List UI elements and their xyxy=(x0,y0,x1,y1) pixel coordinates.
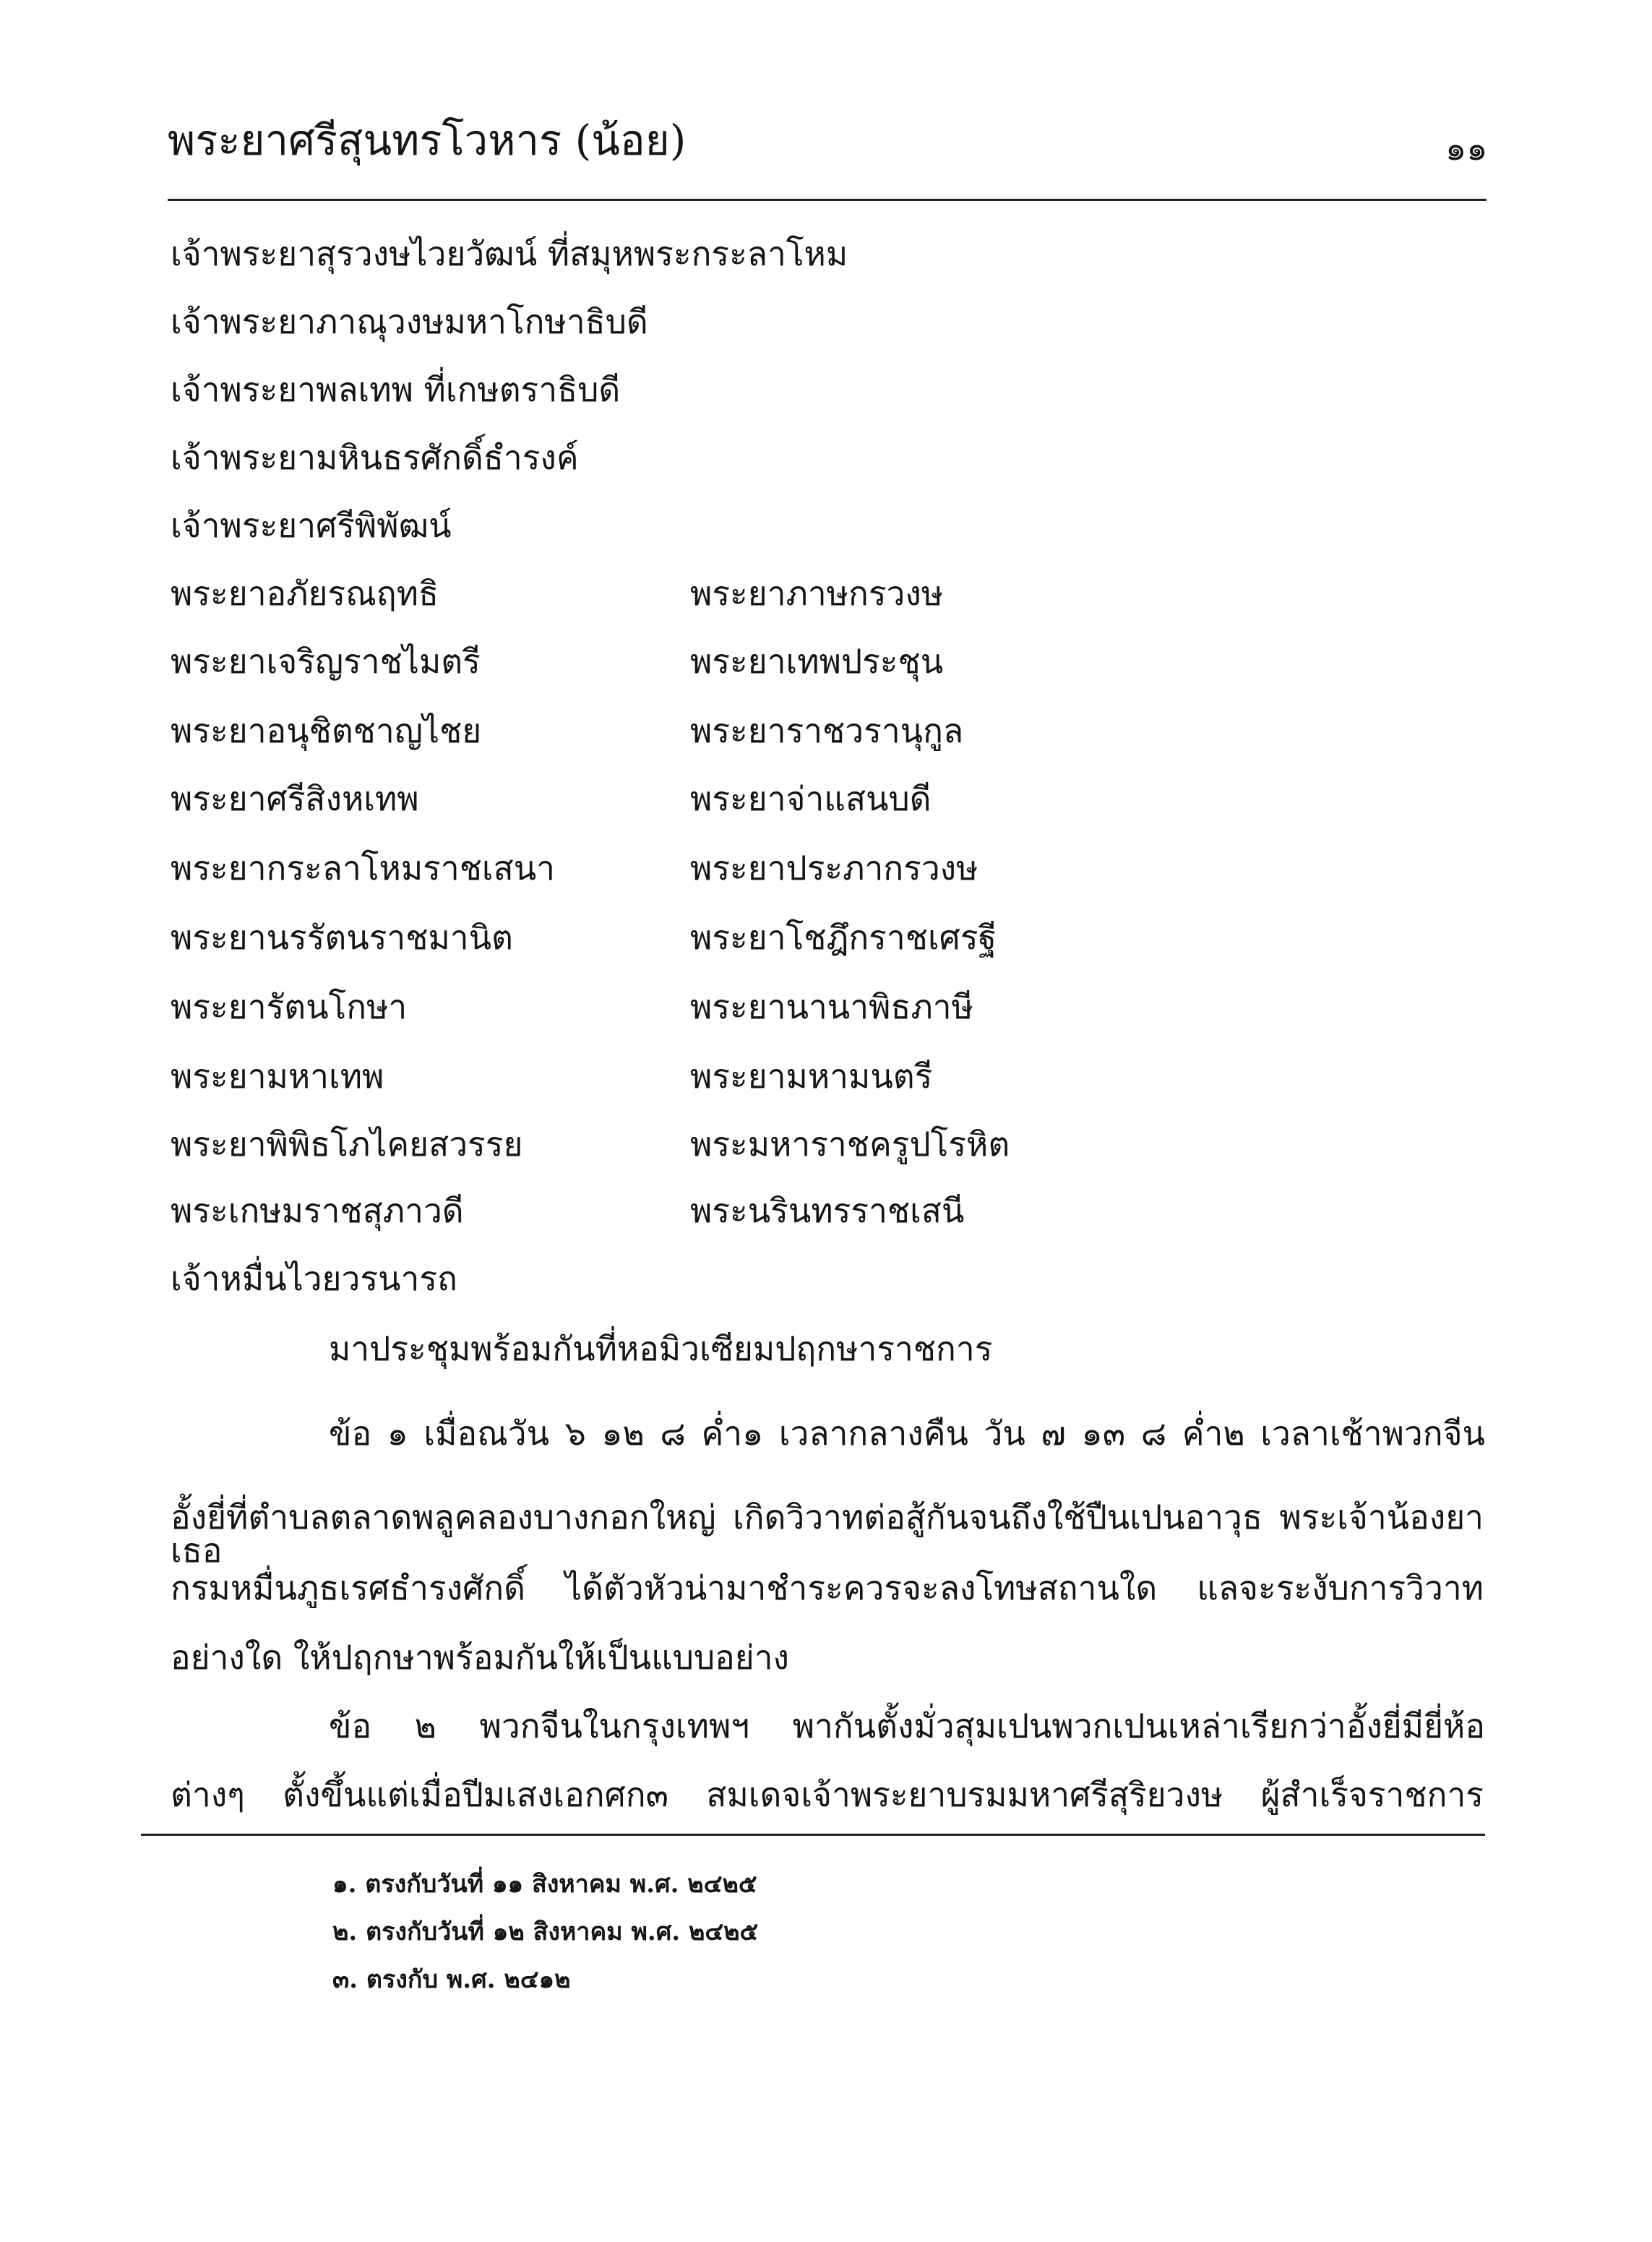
meeting-paragraph: มาประชุมพร้อมกันที่หอมิวเซียมปฤกษาราชการ xyxy=(329,1329,993,1368)
name-line: เจ้าพระยามหินธรศักดิ์ธำรงค์ xyxy=(171,438,579,477)
clause-1-line: อย่างใด ให้ปฤกษาพร้อมกันให้เป็นแบบอย่าง xyxy=(171,1638,790,1677)
name-left: พระยาเจริญราชไมตรี xyxy=(171,642,481,681)
footnote: ๓. ตรงกับ พ.ศ. ๒๔๑๒ xyxy=(332,1965,571,1994)
name-left: พระยารัตนโกษา xyxy=(171,987,408,1026)
name-left: พระเกษมราชสุภาวดี xyxy=(171,1191,464,1230)
name-right: พระยาจ่าแสนบดี xyxy=(690,779,932,818)
footnote-rule xyxy=(141,1834,1485,1836)
name-right: พระยาราชวรานุกูล xyxy=(690,711,964,750)
page-header-title: พระยาศรีสุนทรโวหาร (น้อย) xyxy=(168,116,687,165)
name-right: พระยาภาษกรวงษ xyxy=(690,574,944,613)
page-number: ๑๑ xyxy=(1445,129,1488,168)
name-line: เจ้าพระยาพลเทพ ที่เกษตราธิบดี xyxy=(171,370,621,409)
clause-1-line: อั้งยี่ที่ตำบลตลาดพลูคลองบางกอกใหญ่ เกิดวิวาทต่อสู้กันจนถึงใช้ปืนเปนอาวุธ พระเจ้าน้องยาเธอ xyxy=(171,1498,1484,1570)
name-line: เจ้าหมื่นไวยวรนารถ xyxy=(171,1259,457,1298)
name-left: พระยาพิพิธโภไคยสวรรย xyxy=(171,1125,523,1164)
name-right: พระยามหามนตรี xyxy=(690,1057,933,1096)
clause-1-line: ข้อ ๑ เมื่อณวัน ๖ ๑๒ ๘ ค่ำ๑ เวลากลางคืน วัน ๗ ๑๓ ๘ ค่ำ๒ เวลาเช้าพวกจีน xyxy=(329,1414,1485,1453)
name-right: พระมหาราชครูปโรหิต xyxy=(690,1125,1010,1164)
name-right: พระยาประภากรวงษ xyxy=(690,849,978,888)
name-left: พระยากระลาโหมราชเสนา xyxy=(171,849,555,888)
name-right: พระยาเทพประชุน xyxy=(690,642,944,681)
name-right: พระยาโชฎึกราชเศรฐี xyxy=(690,918,997,957)
footnote: ๒. ตรงกับวันที่ ๑๒ สิงหาคม พ.ศ. ๒๔๒๕ xyxy=(332,1917,759,1946)
clause-1-line: กรมหมื่นภูธเรศธำรงศักดิ์ ได้ตัวหัวน่ามาชำระควรจะลงโทษสถานใด แลจะระงับการวิวาท xyxy=(171,1568,1484,1607)
name-left: พระยาอนุชิตชาญไชย xyxy=(171,711,482,750)
name-line: เจ้าพระยาศรีพิพัฒน์ xyxy=(171,506,452,545)
name-left: พระยานรรัตนราชมานิต xyxy=(171,918,513,957)
name-left: พระยาอภัยรณฤทธิ xyxy=(171,574,439,613)
name-left: พระยามหาเทพ xyxy=(171,1057,384,1096)
name-line: เจ้าพระยาสุรวงษไวยวัฒน์ ที่สมุหพระกระลาโหม xyxy=(171,234,848,273)
header-rule xyxy=(168,199,1487,201)
clause-2-line: ข้อ ๒ พวกจีนในกรุงเทพฯ พากันตั้งมั่วสุมเปนพวกเปนเหล่าเรียกว่าอั้งยี่มียี่ห้อ xyxy=(329,1706,1485,1745)
footnote: ๑. ตรงกับวันที่ ๑๑ สิงหาคม พ.ศ. ๒๔๒๕ xyxy=(332,1870,757,1899)
name-line: เจ้าพระยาภาณุวงษมหาโกษาธิบดี xyxy=(171,302,648,341)
name-right: พระนรินทรราชเสนี xyxy=(690,1191,965,1230)
clause-2-line: ต่างๆ ตั้งขึ้นแต่เมื่อปีมเสงเอกศก๓ สมเดจเจ้าพระยาบรมมหาศรีสุริยวงษ ผู้สำเร็จราชการ xyxy=(171,1775,1484,1814)
name-right: พระยานานาพิธภาษี xyxy=(690,987,973,1026)
name-left: พระยาศรีสิงหเทพ xyxy=(171,779,419,818)
